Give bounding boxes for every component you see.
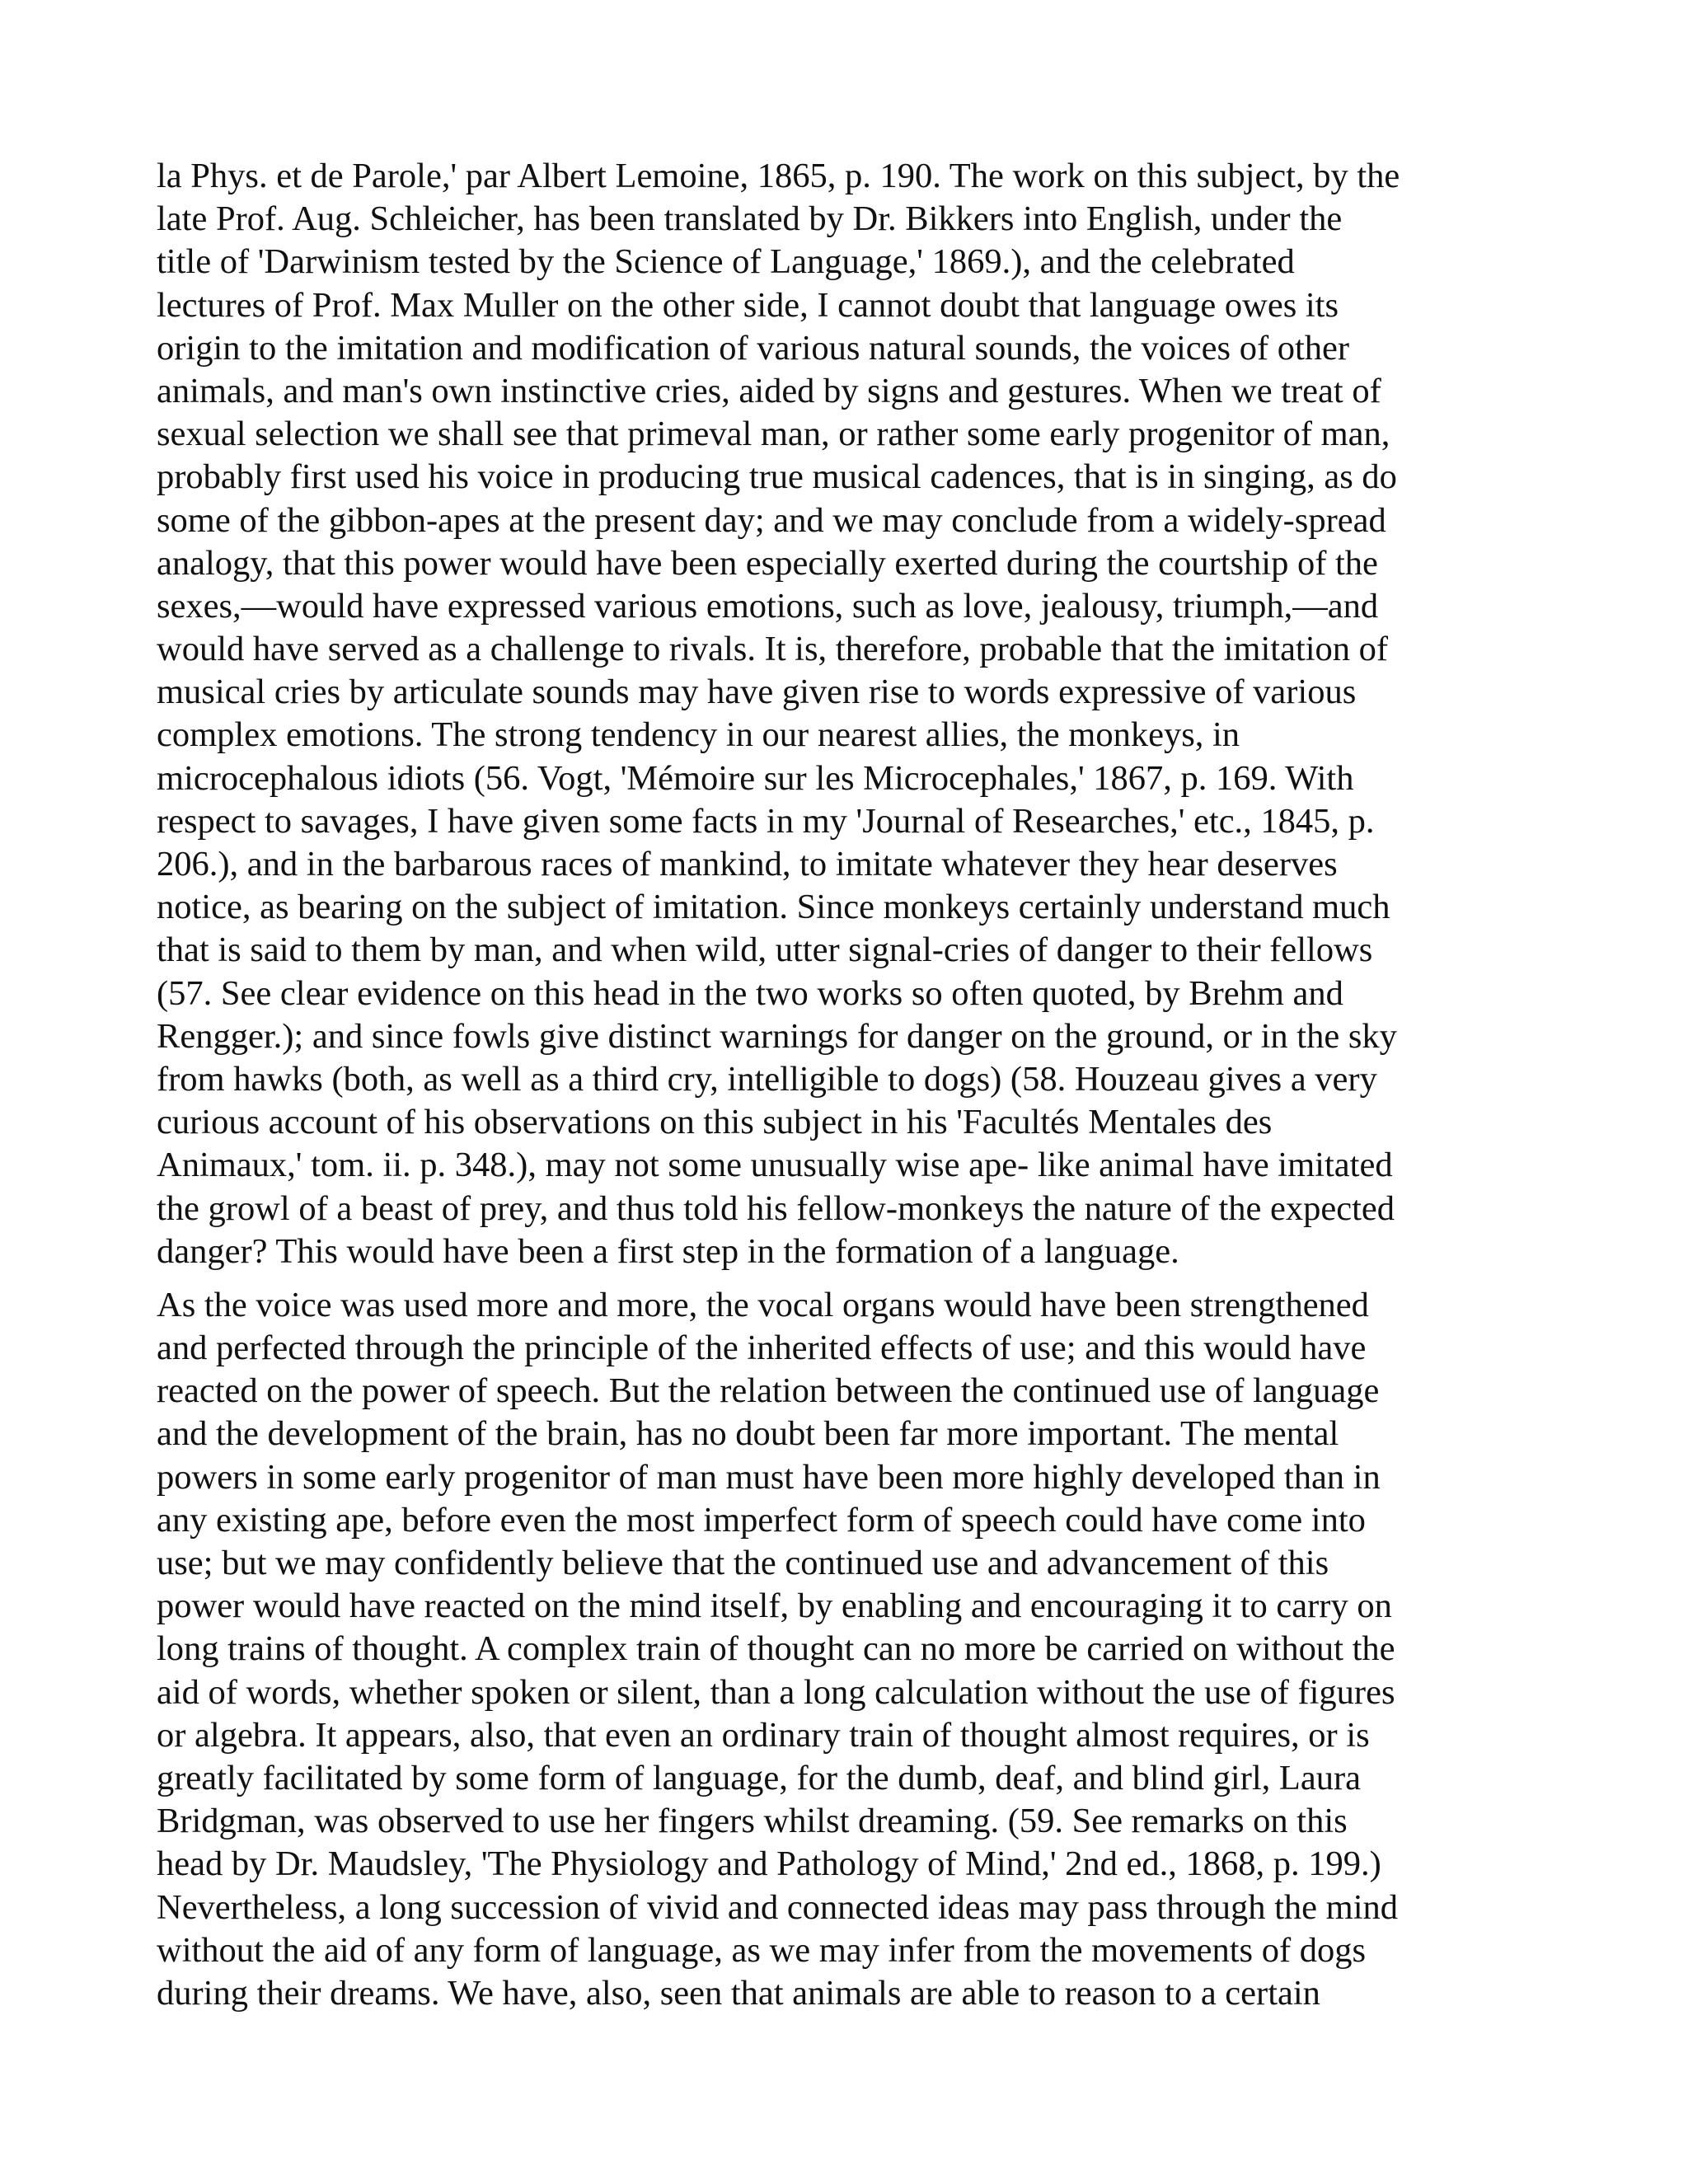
text-line: and the development of the brain, has no doubt been far more important. The mental [157,1414,1339,1454]
text-line: powers in some early progenitor of man must have been more highly developed than in [157,1457,1381,1497]
text-column [157,155,1558,2015]
text-line: late Prof. Aug. Schleicher, has been translated by Dr. Bikkers into English, under the [157,199,1343,239]
text-line: any existing ape, before even the most imperfect form of speech could have come into [157,1500,1366,1540]
text-line: musical cries by articulate sounds may have given rise to words expressive of various [157,673,1357,712]
text-line: aid of words, whether spoken or silent, than a long calculation without the use of figures [157,1672,1395,1712]
text-line: Bridgman, was observed to use her fingers whilst dreaming. (59. See remarks on this [157,1802,1348,1841]
text-line: without the aid of any form of language, as we may infer from the movements of dogs [157,1930,1367,1970]
text-line: greatly facilitated by some form of language, for the dumb, deaf, and blind girl, Laura [157,1758,1362,1797]
text-line: long trains of thought. A complex train of thought can no more be carried on without the [157,1629,1395,1669]
text-line: power would have reacted on the mind itself, by enabling and encouraging it to carry on [157,1586,1392,1626]
text-line: title of 'Darwinism tested by the Science of Language,' 1869.), and the celebrated [157,242,1295,282]
text-line: probably first used his voice in producing true musical cadences, that is in singing, as do [157,457,1397,497]
text-line: reacted on the power of speech. But the relation between the continued use of language [157,1371,1380,1411]
text-line: use; but we may confidently believe that the continued use and advancement of this [157,1544,1329,1582]
text-line: or algebra. It appears, also, that even an ordinary train of thought almost requires, or is [157,1715,1370,1755]
text-line: the growl of a beast of prey, and thus told his fellow-monkeys the nature of the expected [157,1188,1395,1228]
text-line: sexes,—would have expressed various emotions, such as love, jealousy, triumph,—and [157,586,1379,626]
text-line: (57. See clear evidence on this head in the two works so often quoted, by Brehm and [157,973,1343,1013]
text-line: Animaux,' tom. ii. p. 348.), may not some unusually wise ape- like animal have imitated [157,1146,1393,1185]
text-line: respect to savages, I have given some facts in my 'Journal of Researches,' etc., 1845, p. [157,801,1375,841]
text-line: during their dreams. We have, also, seen that animals are able to reason to a certain [157,1973,1320,2013]
text-line: danger? This would have been a first step in the formation of a language. [157,1231,1179,1271]
text-line: from hawks (both, as well as a third cry, intelligible to dogs) (58. Houzeau gives a very [157,1059,1377,1099]
text-line: As the voice was used more and more, the vocal organs would have been strengthened [157,1285,1369,1324]
text-line: sexual selection we shall see that primeval man, or rather some early progenitor of man, [157,415,1390,454]
text-line: animals, and man's own instinctive cries, aided by signs and gestures. When we treat of [157,371,1381,410]
text-line: that is said to them by man, and when wild, utter signal-cries of danger to their fellows [157,930,1373,970]
text-line: complex emotions. The strong tendency in our nearest allies, the monkeys, in [157,715,1240,755]
text-line: analogy, that this power would have been especially exerted during the courtship of the [157,543,1378,583]
text-line: Nevertheless, a long succession of vivid and connected ideas may pass through the mind [157,1887,1399,1927]
text-line: head by Dr. Maudsley, 'The Physiology and Pathology of Mind,' 2nd ed., 1868, p. 199.) [157,1844,1381,1884]
text-line: notice, as bearing on the subject of imitation. Since monkeys certainly understand much [157,888,1390,927]
text-line: and perfected through the principle of the inherited effects of use; and this would have [157,1329,1367,1368]
text-line: lectures of Prof. Max Muller on the other side, I cannot doubt that language owes its [157,285,1339,325]
text-line: microcephalous idiots (56. Vogt, 'Mémoire sur les Microcephales,' 1867, p. 169. With [157,758,1354,798]
text-line: curious account of his observations on this subject in his 'Facultés Mentales des [157,1103,1273,1142]
text-line: would have served as a challenge to rivals. It is, therefore, probable that the imitation of [157,630,1389,669]
text-line: some of the gibbon-apes at the present day; and we may conclude from a widely-spread [157,500,1386,540]
paragraph-1 [157,155,1558,1273]
text-line: origin to the imitation and modification of various natural sounds, the voices of other [157,328,1350,368]
text-line: 206.), and in the barbarous races of mankind, to imitate whatever they hear deserves [157,845,1338,883]
text-line: la Phys. et de Parole,' par Albert Lemoine, 1865, p. 190. The work on this subject, by the [157,157,1400,195]
text-line: Rengger.); and since fowls give distinct warnings for danger on the ground, or in the sky [157,1016,1397,1056]
paragraph-2 [157,1284,1558,2015]
